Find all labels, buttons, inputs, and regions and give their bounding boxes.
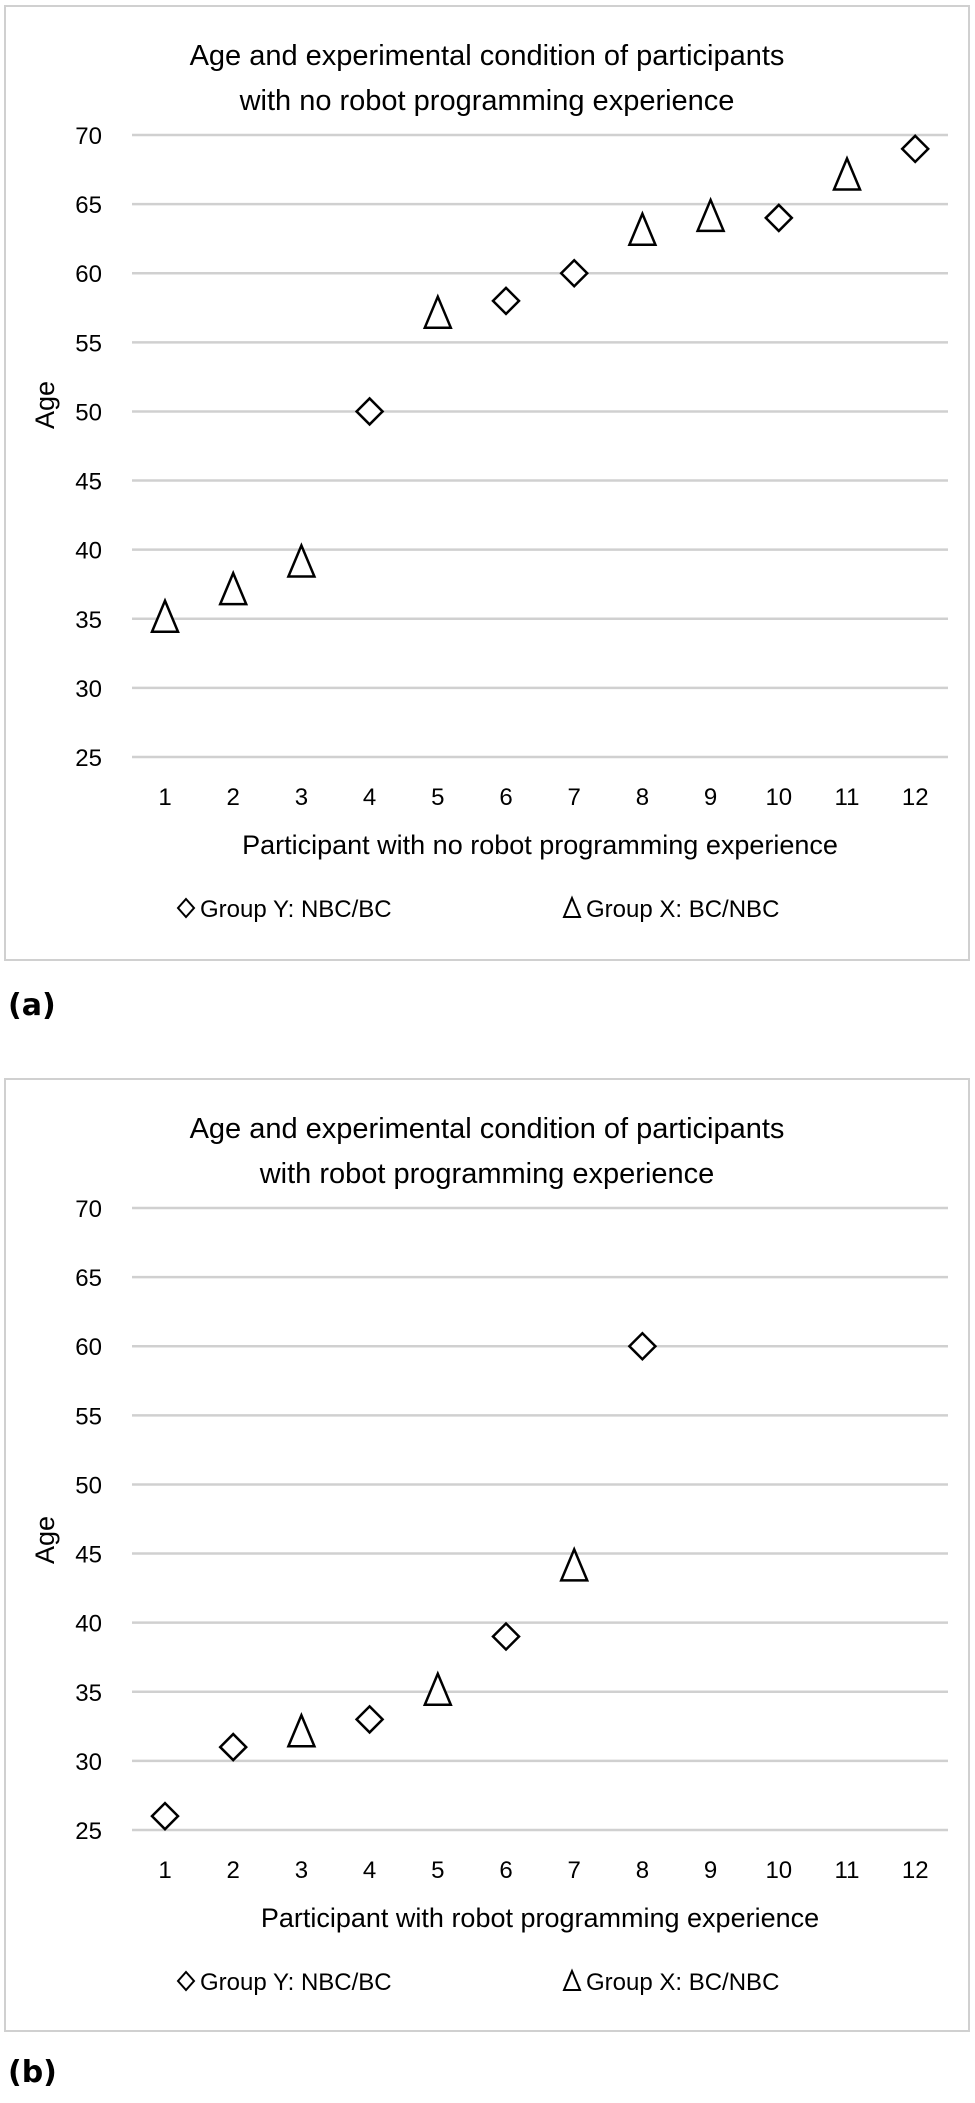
legend-label: Group Y: NBC/BC <box>200 896 392 923</box>
y-tick-label: 65 <box>75 1265 102 1293</box>
diamond-marker <box>629 1333 655 1359</box>
y-tick-label: 70 <box>75 123 102 150</box>
diamond-marker <box>493 1623 519 1649</box>
chart-panel-a <box>4 5 970 961</box>
y-tick-label: 55 <box>75 1403 102 1431</box>
triangle-marker <box>834 158 860 189</box>
triangle-marker <box>425 297 451 328</box>
x-tick-label: 10 <box>765 1857 793 1884</box>
x-tick-label: 8 <box>635 784 650 811</box>
y-axis-label: Age <box>30 1515 60 1565</box>
y-tick-label: 65 <box>75 192 102 220</box>
chart-title-line: Age and experimental condition of participants <box>189 1113 785 1145</box>
y-tick-label: 25 <box>75 1818 102 1845</box>
y-tick-label: 35 <box>75 606 102 634</box>
x-tick-label: 9 <box>703 1857 718 1884</box>
series-triangle <box>152 158 860 631</box>
triangle-marker <box>220 573 246 604</box>
legend-item <box>564 1969 779 1996</box>
x-tick-label: 8 <box>635 1857 650 1884</box>
diamond-marker <box>561 260 587 286</box>
x-tick-label: 3 <box>294 784 309 811</box>
triangle-marker <box>629 214 655 245</box>
figure-label-a: (a) <box>8 988 56 1023</box>
diamond-marker <box>152 1803 178 1829</box>
diamond-marker <box>357 398 383 424</box>
legend-label: Group Y: NBC/BC <box>200 1969 392 1996</box>
y-tick-label: 25 <box>75 745 102 772</box>
legend-label: Group X: BC/NBC <box>586 1969 780 1996</box>
x-tick-label: 6 <box>499 784 513 811</box>
diamond-marker <box>357 1706 383 1732</box>
y-tick-label: 45 <box>75 468 102 496</box>
chart-title-line: with robot programming experience <box>259 1158 715 1190</box>
chart-panel-b <box>4 1078 970 2032</box>
y-tick-label: 50 <box>75 1472 102 1500</box>
x-tick-label: 5 <box>431 784 445 811</box>
legend-diamond-icon <box>178 1972 194 1990</box>
legend-triangle-icon <box>564 1971 580 1990</box>
y-tick-label: 70 <box>75 1196 102 1223</box>
x-tick-label: 6 <box>499 1857 513 1884</box>
chart-svg-a <box>0 5 975 965</box>
legend-item <box>564 896 779 923</box>
y-tick-label: 55 <box>75 330 102 358</box>
diamond-marker <box>766 205 792 231</box>
figure-label-b: (b) <box>8 2055 57 2090</box>
x-tick-label: 4 <box>362 784 377 811</box>
x-tick-label: 2 <box>226 784 240 811</box>
x-tick-label: 11 <box>834 784 860 811</box>
y-tick-label: 50 <box>75 399 102 427</box>
x-axis-label: Participant with robot programming experience <box>260 1903 820 1933</box>
triangle-marker <box>425 1674 451 1705</box>
y-tick-label: 45 <box>75 1541 102 1569</box>
chart-title-line: Age and experimental condition of participants <box>189 40 785 72</box>
diamond-marker <box>493 288 519 314</box>
x-tick-label: 7 <box>567 1857 581 1884</box>
diamond-marker <box>220 1734 246 1760</box>
x-tick-label: 4 <box>362 1857 377 1884</box>
y-tick-label: 60 <box>75 261 102 289</box>
chart-svg-b <box>0 1078 975 2038</box>
triangle-marker <box>152 601 178 632</box>
y-tick-label: 60 <box>75 1334 102 1362</box>
x-tick-label: 11 <box>834 1857 860 1884</box>
y-tick-label: 35 <box>75 1679 102 1707</box>
x-tick-label: 7 <box>567 784 581 811</box>
x-tick-label: 12 <box>901 1857 929 1884</box>
legend-item <box>178 896 392 923</box>
y-tick-label: 30 <box>75 675 102 703</box>
y-axis-label: Age <box>30 380 60 430</box>
triangle-marker <box>288 1715 314 1746</box>
legend-item <box>178 1969 392 1996</box>
x-tick-label: 1 <box>158 1857 172 1884</box>
series-triangle <box>288 1549 587 1746</box>
x-tick-label: 1 <box>158 784 172 811</box>
y-tick-label: 40 <box>75 537 102 565</box>
y-tick-label: 30 <box>75 1748 102 1776</box>
x-axis-label: Participant with no robot programming experience <box>242 830 838 860</box>
x-tick-label: 5 <box>431 1857 445 1884</box>
x-tick-label: 2 <box>226 1857 240 1884</box>
x-tick-label: 12 <box>901 784 929 811</box>
legend-label: Group X: BC/NBC <box>586 896 780 923</box>
chart-title-line: with no robot programming experience <box>239 85 735 117</box>
legend-triangle-icon <box>564 898 580 917</box>
y-tick-label: 40 <box>75 1610 102 1638</box>
x-tick-label: 10 <box>765 784 793 811</box>
legend-diamond-icon <box>178 899 194 917</box>
x-tick-label: 9 <box>703 784 718 811</box>
x-tick-label: 3 <box>294 1857 309 1884</box>
diamond-marker <box>902 136 928 162</box>
